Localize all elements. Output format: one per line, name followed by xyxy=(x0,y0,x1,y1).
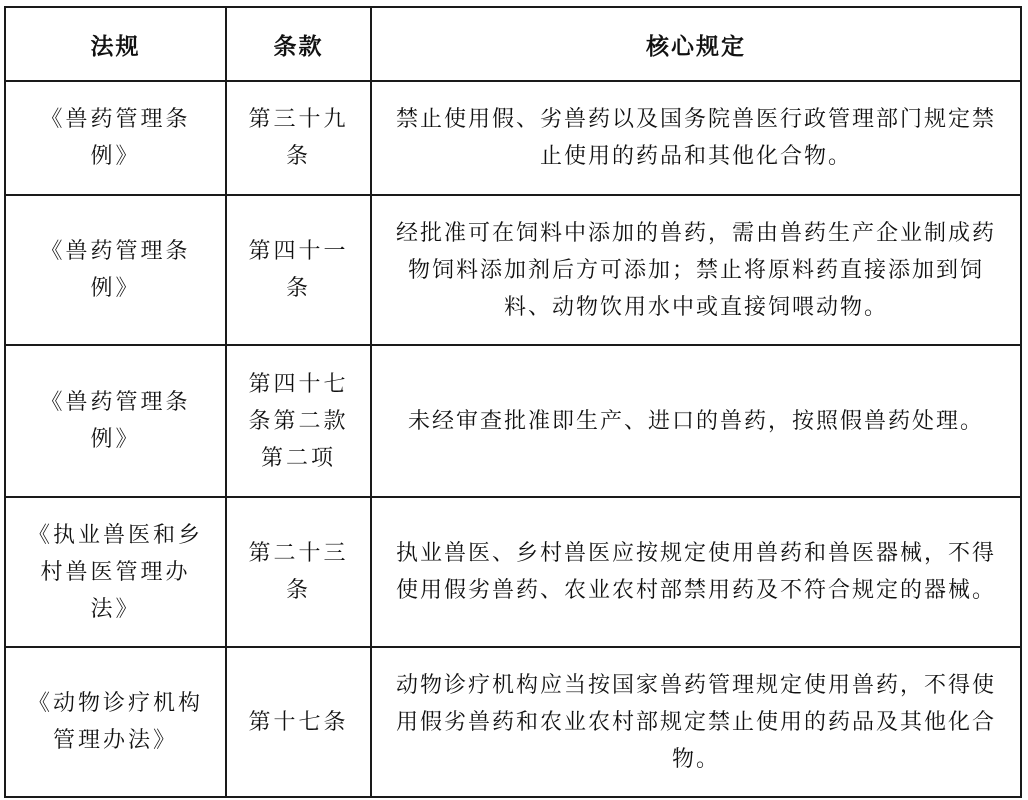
law-cell: 《执业兽医和乡村兽医管理办法》 xyxy=(5,497,226,647)
table-body xyxy=(5,81,1021,797)
article-cell: 第二十三条 xyxy=(226,497,371,647)
law-cell: 《兽药管理条例》 xyxy=(5,345,226,497)
provision-cell: 经批准可在饲料中添加的兽药，需由兽药生产企业制成药物饲料添加剂后方可添加；禁止将原料药直接添加到饲料、动物饮用水中或直接饲喂动物。 xyxy=(371,195,1021,345)
header-row xyxy=(5,7,1021,81)
article-cell: 第四十一条 xyxy=(226,195,371,345)
law-cell: 《兽药管理条例》 xyxy=(5,195,226,345)
article-cell: 第四十七条第二款第二项 xyxy=(226,345,371,497)
header-provision: 核心规定 xyxy=(371,7,1021,81)
header-article: 条款 xyxy=(226,7,371,81)
regulations-table xyxy=(4,6,1022,798)
article-cell: 第十七条 xyxy=(226,647,371,797)
table-row xyxy=(5,497,1021,647)
law-cell: 《动物诊疗机构管理办法》 xyxy=(5,647,226,797)
table-row xyxy=(5,647,1021,797)
law-cell: 《兽药管理条例》 xyxy=(5,81,226,195)
table-header xyxy=(5,7,1021,81)
provision-cell: 执业兽医、乡村兽医应按规定使用兽药和兽医器械，不得使用假劣兽药、农业农村部禁用药及不符合规定的器械。 xyxy=(371,497,1021,647)
table-row xyxy=(5,195,1021,345)
article-cell: 第三十九条 xyxy=(226,81,371,195)
provision-cell: 未经审查批准即生产、进口的兽药，按照假兽药处理。 xyxy=(371,345,1021,497)
provision-cell: 禁止使用假、劣兽药以及国务院兽医行政管理部门规定禁止使用的药品和其他化合物。 xyxy=(371,81,1021,195)
provision-cell: 动物诊疗机构应当按国家兽药管理规定使用兽药，不得使用假劣兽药和农业农村部规定禁止使用的药品及其他化合物。 xyxy=(371,647,1021,797)
header-law: 法规 xyxy=(5,7,226,81)
table-row xyxy=(5,345,1021,497)
table-row xyxy=(5,81,1021,195)
